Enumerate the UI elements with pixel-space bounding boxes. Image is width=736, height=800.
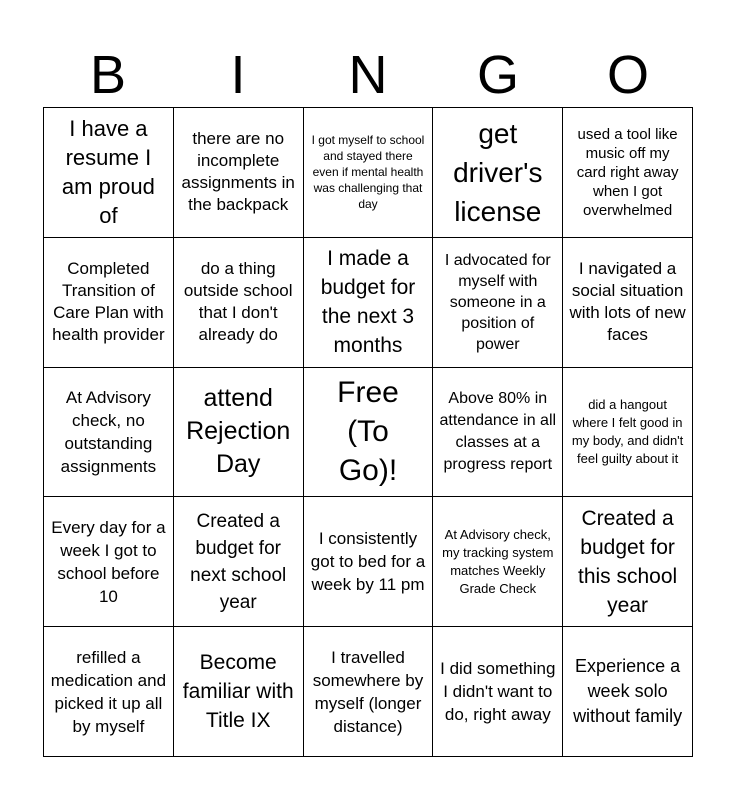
bingo-cell-4-3[interactable]: I consistently got to bed for a week by 11 pm bbox=[304, 497, 434, 627]
bingo-cell-5-1[interactable]: refilled a medication and picked it up all by myself bbox=[44, 627, 174, 757]
bingo-cell-5-5[interactable]: Experience a week solo without family bbox=[563, 627, 693, 757]
bingo-cell-5-2[interactable]: Become familiar with Title IX bbox=[174, 627, 304, 757]
bingo-cell-2-4[interactable]: I advocated for myself with someone in a position of power bbox=[433, 238, 563, 368]
bingo-cell-5-4[interactable]: I did something I didn't want to do, right away bbox=[433, 627, 563, 757]
bingo-cell-4-1[interactable]: Every day for a week I got to school before 10 bbox=[44, 497, 174, 627]
bingo-cell-3-3-free[interactable]: Free (To Go)! bbox=[304, 368, 434, 498]
bingo-grid bbox=[43, 107, 693, 757]
bingo-cell-1-5[interactable]: used a tool like music off my card right away when I got overwhelmed bbox=[563, 108, 693, 238]
bingo-cell-3-5[interactable]: did a hangout where I felt good in my body, and didn't feel guilty about it bbox=[563, 368, 693, 498]
bingo-cell-1-3[interactable]: I got myself to school and stayed there even if mental health was challenging that day bbox=[304, 108, 434, 238]
bingo-cell-1-2[interactable]: there are no incomplete assignments in the backpack bbox=[174, 108, 304, 238]
bingo-cell-2-2[interactable]: do a thing outside school that I don't already do bbox=[174, 238, 304, 368]
header-letter-b: B bbox=[89, 45, 127, 105]
bingo-cell-3-1[interactable]: At Advisory check, no outstanding assignments bbox=[44, 368, 174, 498]
bingo-cell-2-3[interactable]: I made a budget for the next 3 months bbox=[304, 238, 434, 368]
bingo-cell-3-4[interactable]: Above 80% in attendance in all classes at a progress report bbox=[433, 368, 563, 498]
header-letter-o: O bbox=[606, 45, 649, 105]
bingo-cell-4-2[interactable]: Created a budget for next school year bbox=[174, 497, 304, 627]
bingo-header bbox=[43, 44, 693, 106]
header-letter-n: N bbox=[348, 45, 388, 105]
bingo-cell-2-5[interactable]: I navigated a social situation with lots of new faces bbox=[563, 238, 693, 368]
bingo-cell-4-4[interactable]: At Advisory check, my tracking system matches Weekly Grade Check bbox=[433, 497, 563, 627]
bingo-cell-1-1[interactable]: I have a resume I am proud of bbox=[44, 108, 174, 238]
bingo-cell-5-3[interactable]: I travelled somewhere by myself (longer distance) bbox=[304, 627, 434, 757]
bingo-cell-3-2[interactable]: attend Rejection Day bbox=[174, 368, 304, 498]
bingo-cell-1-4[interactable]: get driver's license bbox=[433, 108, 563, 238]
header-letter-i: I bbox=[230, 45, 246, 105]
bingo-cell-2-1[interactable]: Completed Transition of Care Plan with health provider bbox=[44, 238, 174, 368]
bingo-cell-4-5[interactable]: Created a budget for this school year bbox=[563, 497, 693, 627]
header-letter-g: G bbox=[476, 45, 519, 105]
